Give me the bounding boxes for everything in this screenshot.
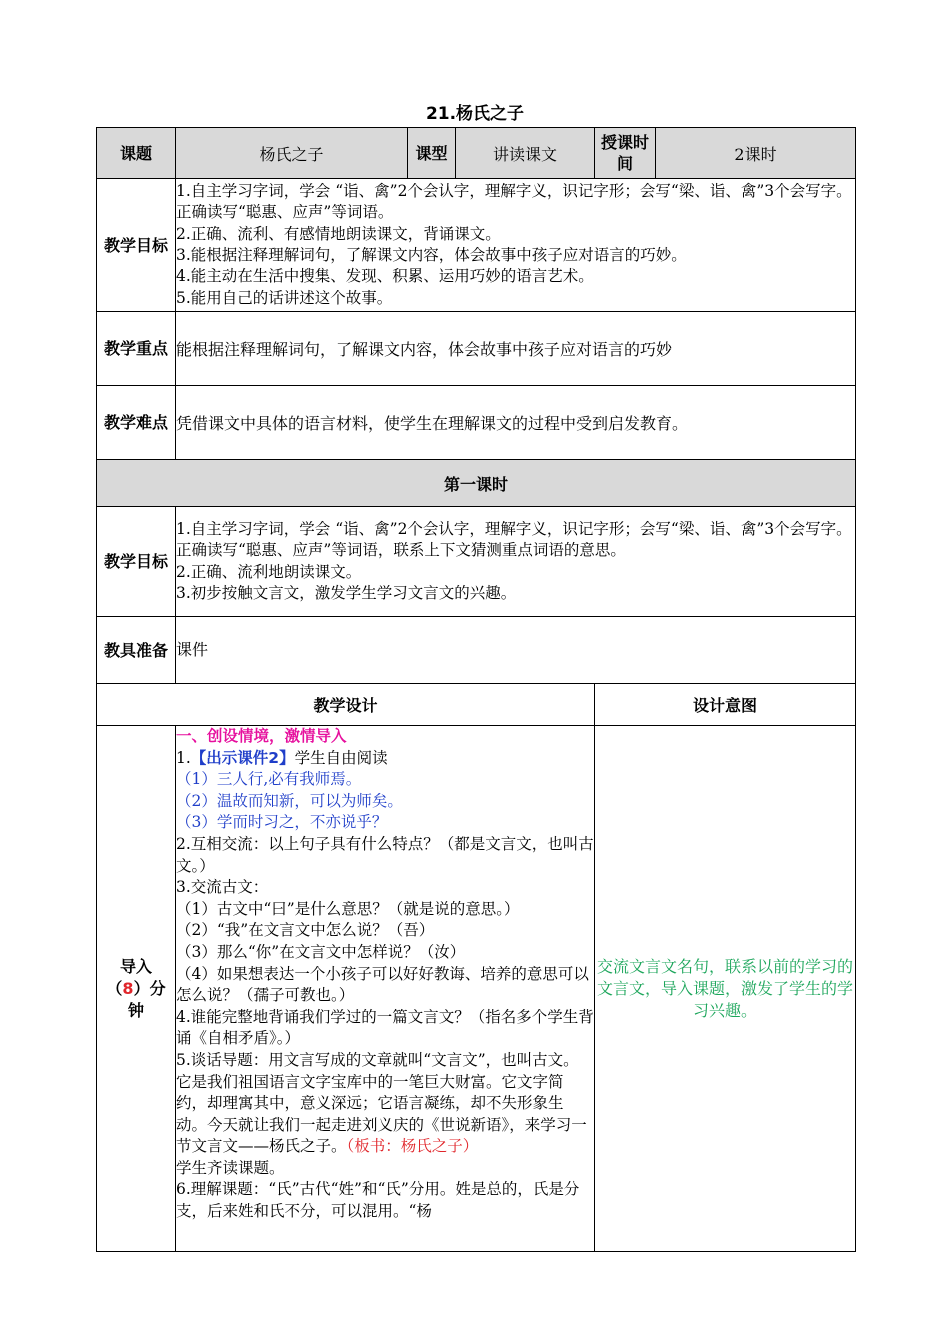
design-body-row [97, 726, 856, 1252]
step-1-text: 学生自由阅读 [294, 748, 388, 767]
goals-row [97, 179, 856, 312]
goal-item: 4.能主动在生活中搜集、发现、积累、运用巧妙的语言艺术。 [176, 267, 594, 286]
tools-row [97, 617, 856, 684]
design-content [176, 726, 595, 1252]
tools-value: 课件 [176, 617, 856, 684]
section-title: 一、创设情境，激情导入 [176, 727, 347, 745]
step-2: 2.互相交流：以上句子具有什么特点？（都是文言文，也叫古文。） [176, 834, 594, 875]
step-5-text: 5.谈话导题：用文言写成的文章就叫“文言文”，也叫古文。它是我们祖国语言文字宝库中的一笔巨大财富。它文字简约，却理寓其中，意义深远；它语言凝练，却不失形象生动。今天就让我们一起走进刘义庆的《世说新语》，来学习一节文言文——杨氏之子。 [176, 1050, 587, 1156]
step-4: 4.谁能完整地背诵我们学过的一篇文言文？（指名多个学生背诵《自相矛盾》。） [176, 1007, 594, 1048]
step-3-item: （1）古文中“曰”是什么意思？（就是说的意思。） [176, 899, 520, 918]
goal-item: 3.初步按触文言文，激发学生学习文言文的兴趣。 [176, 583, 517, 602]
step-5-after: 学生齐读课题。 [176, 1158, 285, 1177]
quote-item: （1）三人行,必有我师焉。 [176, 770, 362, 789]
courseware-tag: 【出示课件2】 [190, 748, 295, 767]
goals-list [176, 179, 856, 312]
key-points-label: 教学重点 [97, 312, 176, 386]
first-lesson-heading-row [97, 460, 856, 507]
step-6: 6.理解课题：“氏”古代“姓”和“氏”分用。姓是总的，氏是分支，后来姓和氏不分，可以混用。“杨 [176, 1180, 580, 1221]
key-points-row [97, 312, 856, 386]
difficulties-row [97, 386, 856, 460]
design-column-heading: 教学设计 [97, 684, 595, 726]
step-3: 3.交流古文： [176, 878, 269, 897]
topic-value: 杨氏之子 [176, 128, 408, 179]
first-lesson-goals-row [97, 507, 856, 617]
stage-unit: 钟 [127, 1000, 144, 1020]
step-3-item: （4）如果想表达一个小孩子可以好好教诲、培养的意思可以怎么说？（孺子可教也。） [176, 964, 589, 1005]
goal-item: 5.能用自己的话讲述这个故事。 [176, 288, 393, 307]
document-title: 21.杨氏之子 [425, 104, 525, 124]
type-value: 讲读课文 [456, 128, 595, 179]
design-header-row [97, 684, 856, 726]
board-note: （板书：杨氏之子） [346, 1137, 479, 1156]
stage-paren-open: （ [106, 978, 123, 998]
lesson-plan-table [96, 127, 856, 1252]
header-row [97, 128, 856, 179]
goal-item: 2.正确、流利地朗读课文。 [176, 562, 362, 581]
difficulties-text: 凭借课文中具体的语言材料，使学生在理解课文的过程中受到启发教育。 [176, 386, 856, 460]
type-label: 课型 [408, 128, 456, 179]
first-lesson-heading: 第一课时 [97, 460, 856, 507]
topic-label: 课题 [97, 128, 176, 179]
goal-item: 1.自主学习字词，学会 “诣、禽”2个会认字，理解字义，识记字形；会写“梁、诣、禽”3个会写字。正确读写“聪惠、应声”等词语。 [176, 181, 852, 222]
tools-label: 教具准备 [97, 617, 176, 684]
time-value: 2课时 [656, 128, 856, 179]
step-3-item: （2）“我”在文言文中怎么说？（吾） [176, 921, 435, 940]
intent-column-heading: 设计意图 [595, 684, 856, 726]
first-lesson-goals-list [176, 507, 856, 617]
stage-minutes: 8 [122, 978, 134, 998]
design-intent: 交流文言文名句，联系以前的学习的文言文，导入课题，激发了学生的学习兴趣。 [595, 726, 856, 1252]
goal-item: 1.自主学习字词，学会 “诣、禽”2个会认字，理解字义，识记字形；会写“梁、诣、禽”3个会写字。正确读写“聪惠、应声”等词语，联系上下文猜测重点词语的意思。 [176, 519, 852, 560]
step-1-number: 1. [176, 748, 191, 767]
first-lesson-goals-label: 教学目标 [97, 507, 176, 617]
stage-label [97, 726, 176, 1252]
quote-item: （2）温故而知新，可以为师矣。 [176, 791, 403, 810]
goal-item: 3.能根据注释理解词句，了解课文内容，体会故事中孩子应对语言的巧妙。 [176, 246, 687, 264]
quote-item: （3）学而时习之，不亦说乎？ [176, 813, 388, 832]
time-label: 授课时间 [595, 128, 656, 179]
key-points-text: 能根据注释理解词句，了解课文内容，体会故事中孩子应对语言的巧妙 [176, 312, 856, 386]
stage-name: 导入 [119, 956, 152, 976]
step-3-item: （3）那么“你”在文言文中怎样说？（汝） [176, 942, 466, 961]
difficulties-label: 教学难点 [97, 386, 176, 460]
step-1 [176, 748, 594, 770]
stage-paren-close: ）分 [133, 978, 166, 998]
goals-label: 教学目标 [97, 179, 176, 312]
goal-item: 2.正确、流利、有感情地朗读课文，背诵课文。 [176, 224, 501, 243]
step-5 [176, 1050, 594, 1158]
